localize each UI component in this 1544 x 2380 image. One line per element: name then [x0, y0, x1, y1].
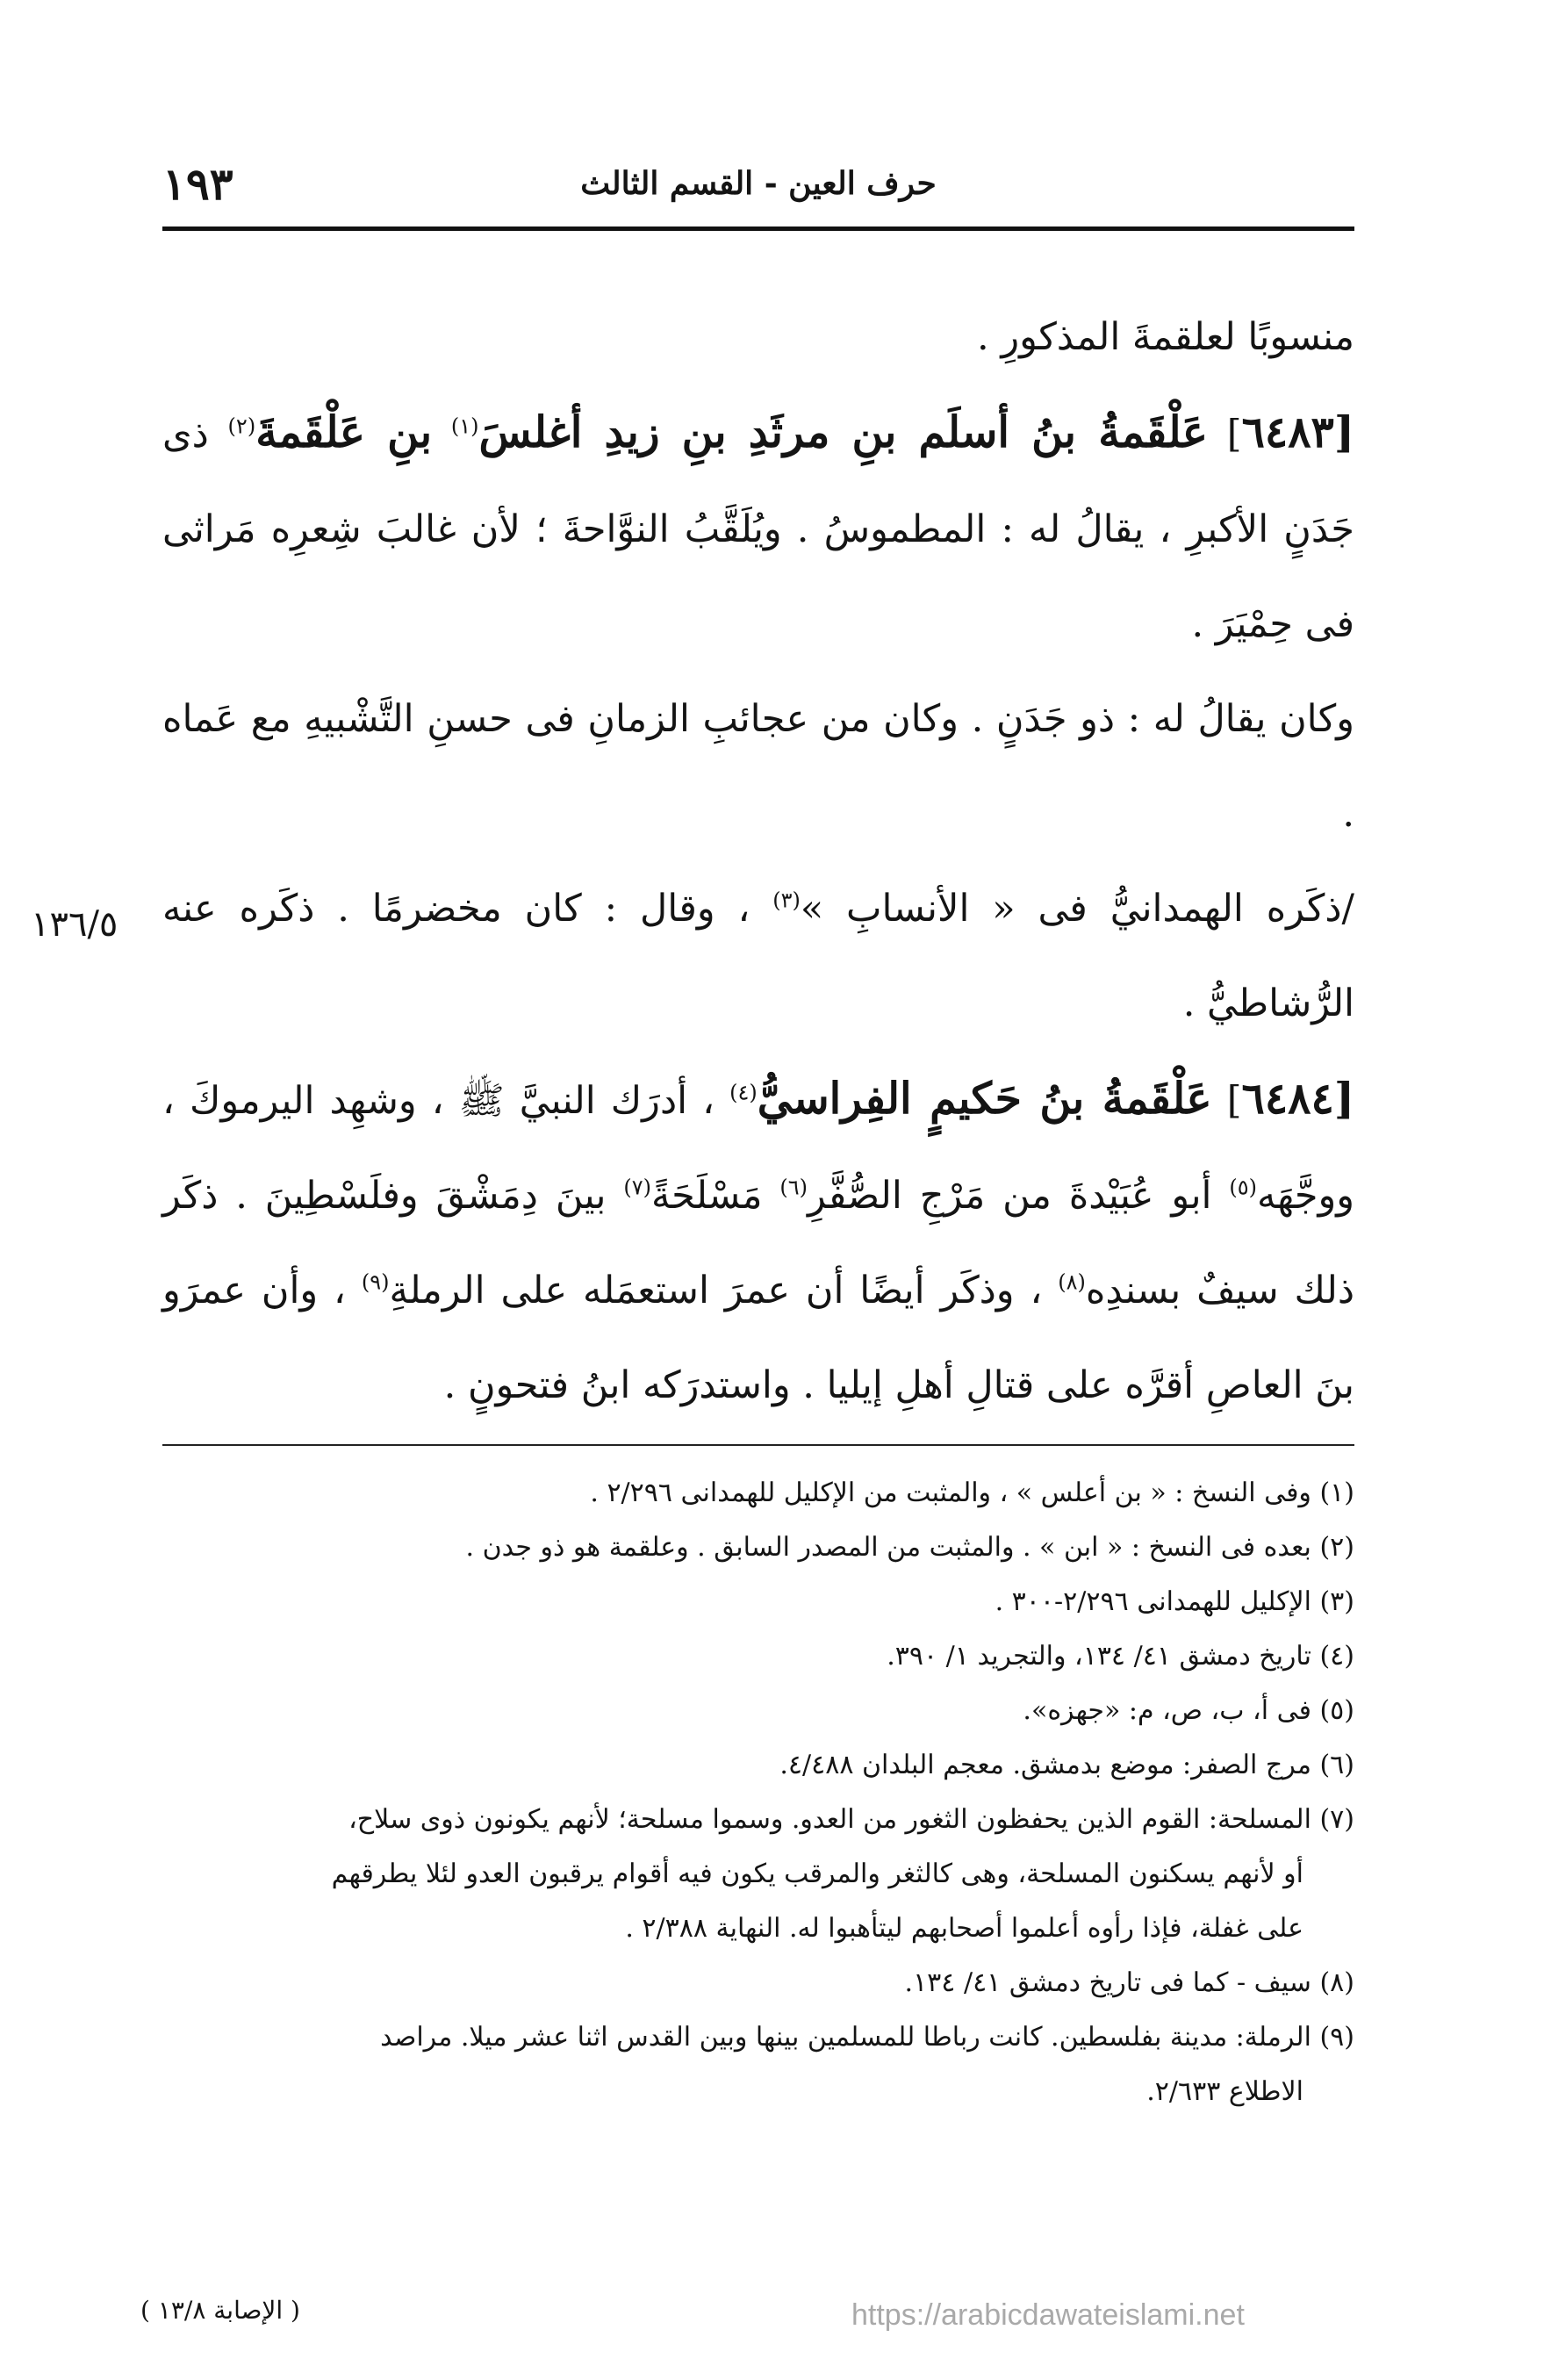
footnotes: [162, 1466, 1354, 2119]
footnote-6: (٦) مرج الصفر: موضع بدمشق. معجم البلدان ٤/٤٨٨.: [779, 1750, 1354, 1780]
entry-6484: [٦٤٨٤] عَلْقَمةُ بنُ حَكيمٍ الفِراسيُّ$^{(٤)}$ ، أدرَك النبيَّ ﷺ ، وشهِد اليرموكَ ، ووجَّهَه$^{(٥)}$ أبو عُبَيْدةَ من مَرْجِ الصُّفَّرِ$^{(٦)}$ مَسْلَحَةً$^{(٧)}$ بينَ دِمَشْقَ وفلَسْطِينَ . ذكَر ذلك سيفٌ بسندِه$^{(٨)}$ ، وذكَر أيضًا أن عمرَ استعمَله على الرملةِ$^{(٩)}$ ، وأن عمرَو بنَ العاصِ أقرَّه على قتالِ أهلِ إيليا . واستدرَكه ابنُ فتحونٍ .: [162, 1073, 1355, 1407]
footnote-8: (٨) سيف - كما فى تاريخ دمشق ٤١/ ١٣٤.: [904, 1967, 1354, 1998]
entry-name-cont: بنِ عَلْقَمةَ: [255, 406, 433, 457]
entry-text: ذى جَدَنٍ الأكبرِ ، يقالُ له : المطموسُ . ويُلَقَّبُ النوَّاحةَ ؛ لأن غالبَ شِعرِه مَراثى فى حِمْيَرَ .: [162, 413, 1354, 646]
paragraph-3: [162, 861, 1354, 1051]
footnote-4: (٤) تاريخ دمشق ٤١/ ١٣٤، والتجريد ١/ ٣٩٠.: [887, 1641, 1354, 1672]
entry-text: ، وأن عمرَو بنَ العاصِ أقرَّه على قتالِ أهلِ إيليا . واستدرَكه ابنُ فتحونٍ .: [162, 1269, 1354, 1407]
main-text: [162, 290, 1354, 1433]
footnote-7-cont: أو لأنهم يسكنون المسلحة، وهى كالثغر والمرقب يكون فيه أقوام يرقبون العدو لئلا يطرقهم: [331, 1859, 1303, 1889]
footnote-ref[interactable]: (٩): [361, 1269, 390, 1295]
footnote-3: (٣) الإكليل للهمدانى ٢/٢٩٦-٣٠٠ .: [995, 1586, 1354, 1617]
entry-name: عَلْقَمةُ بنُ حَكيمٍ الفِراسيُّ: [757, 1073, 1212, 1124]
footnote-ref[interactable]: (٧): [623, 1175, 652, 1200]
paragraph-intro: منسوبًا لعلقمةَ المذكورِ .: [977, 315, 1354, 359]
entry-text: ، أدرَك النبيَّ ﷺ ، وشهِد اليرموكَ ، ووجَّهَه: [162, 1079, 1355, 1218]
footnote-5: (٥) فى أ، ب، ص، م: «جهزه».: [1023, 1695, 1354, 1726]
footnote-1: (١) وفى النسخ : « بن أعلس » ، والمثبت من الإكليل للهمدانى ٢/٢٩٦ .: [590, 1478, 1354, 1508]
page-number: ١٩٣: [162, 158, 233, 210]
entry-text: ، وذكَر أيضًا أن عمرَ استعمَله على الرملةِ: [389, 1269, 1043, 1312]
footnote-ref[interactable]: (٦): [779, 1175, 808, 1200]
entry-6483: [٦٤٨٣] عَلْقَمةُ بنُ أسلَم بنِ مرثَدِ بنِ زيدِ أغلسَ$^{(١)}$ بنِ عَلْقَمةَ$^{(٢)}$ ذى جَدَنٍ الأكبرِ ، يقالُ له : المطموسُ . ويُلَقَّبُ النوَّاحةَ ؛ لأن غالبَ شِعرِه مَراثى فى حِمْيَرَ .: [162, 406, 1355, 646]
footnote-ref[interactable]: (٤): [729, 1080, 758, 1105]
header-rule: [162, 226, 1354, 231]
entry-name: عَلْقَمةُ بنُ أسلَم بنِ مرثَدِ بنِ زيدِ أغلسَ: [478, 406, 1209, 457]
footnote-7-cont: على غفلة، فإذا رأوه أعلموا أصحابهم ليتأهبوا له. النهاية ٢/٣٨٨ .: [625, 1913, 1303, 1944]
page-signature: ( الإصابة ١٣/٨ ): [140, 2296, 300, 2325]
footnote-rule: [162, 1444, 1354, 1446]
folio-reference: ١٣٦/٥: [31, 904, 118, 945]
footnote-7: (٧) المسلحة: القوم الذين يحفظون الثغور من العدو. وسموا مسلحة؛ لأنهم يكونون ذوى سلاح،: [348, 1804, 1354, 1835]
entry-text: مَسْلَحَةً: [651, 1174, 763, 1218]
footnote-ref[interactable]: (١): [450, 413, 479, 439]
page-header: [162, 149, 1354, 219]
entry-number: [٦٤٨٣: [1241, 406, 1355, 457]
entry-text: بينَ دِمَشْقَ وفلَسْطِينَ . ذكَر ذلك سيفٌ بسندِه: [162, 1174, 1355, 1312]
footnote-ref[interactable]: (٨): [1058, 1269, 1086, 1295]
footnote-9-cont: الاطلاع ٢/٦٣٣.: [1146, 2076, 1303, 2107]
footnote-ref[interactable]: (٥): [1229, 1175, 1258, 1200]
paragraph-2: وكان يقالُ له : ذو جَدَنٍ . وكان من عجائبِ الزمانِ فى حسنِ التَّشْبيهِ مع عَماه .: [162, 697, 1354, 836]
entry-text: أبو عُبَيْدةَ من مَرْجِ الصُّفَّرِ: [808, 1174, 1212, 1218]
footnote-9: (٩) الرملة: مدينة بفلسطين. كانت رباطا للمسلمين بينها وبين القدس اثنا عشر ميلا. مراصد: [380, 2022, 1354, 2053]
running-head: حرف العين - القسم الثالث: [580, 165, 937, 202]
paragraph-3-text-cont: ، وقال : كان مخضرمًا . ذكَره عنه الرُّشاطيُّ .: [162, 887, 1354, 1025]
entry-number: [٦٤٨٤: [1241, 1073, 1354, 1124]
footnote-ref[interactable]: (٣): [772, 888, 801, 913]
footnote-2: (٢) بعده فى النسخ : « ابن » . والمثبت من المصدر السابق . وعلقمة هو ذو جدن .: [465, 1532, 1354, 1563]
footnote-ref[interactable]: (٢): [227, 413, 256, 439]
paragraph-3-text: /ذكَره الهمدانيُّ فى « الأنسابِ »: [800, 887, 1355, 931]
watermark: https://arabicdawateislami.net: [851, 2298, 1245, 2332]
